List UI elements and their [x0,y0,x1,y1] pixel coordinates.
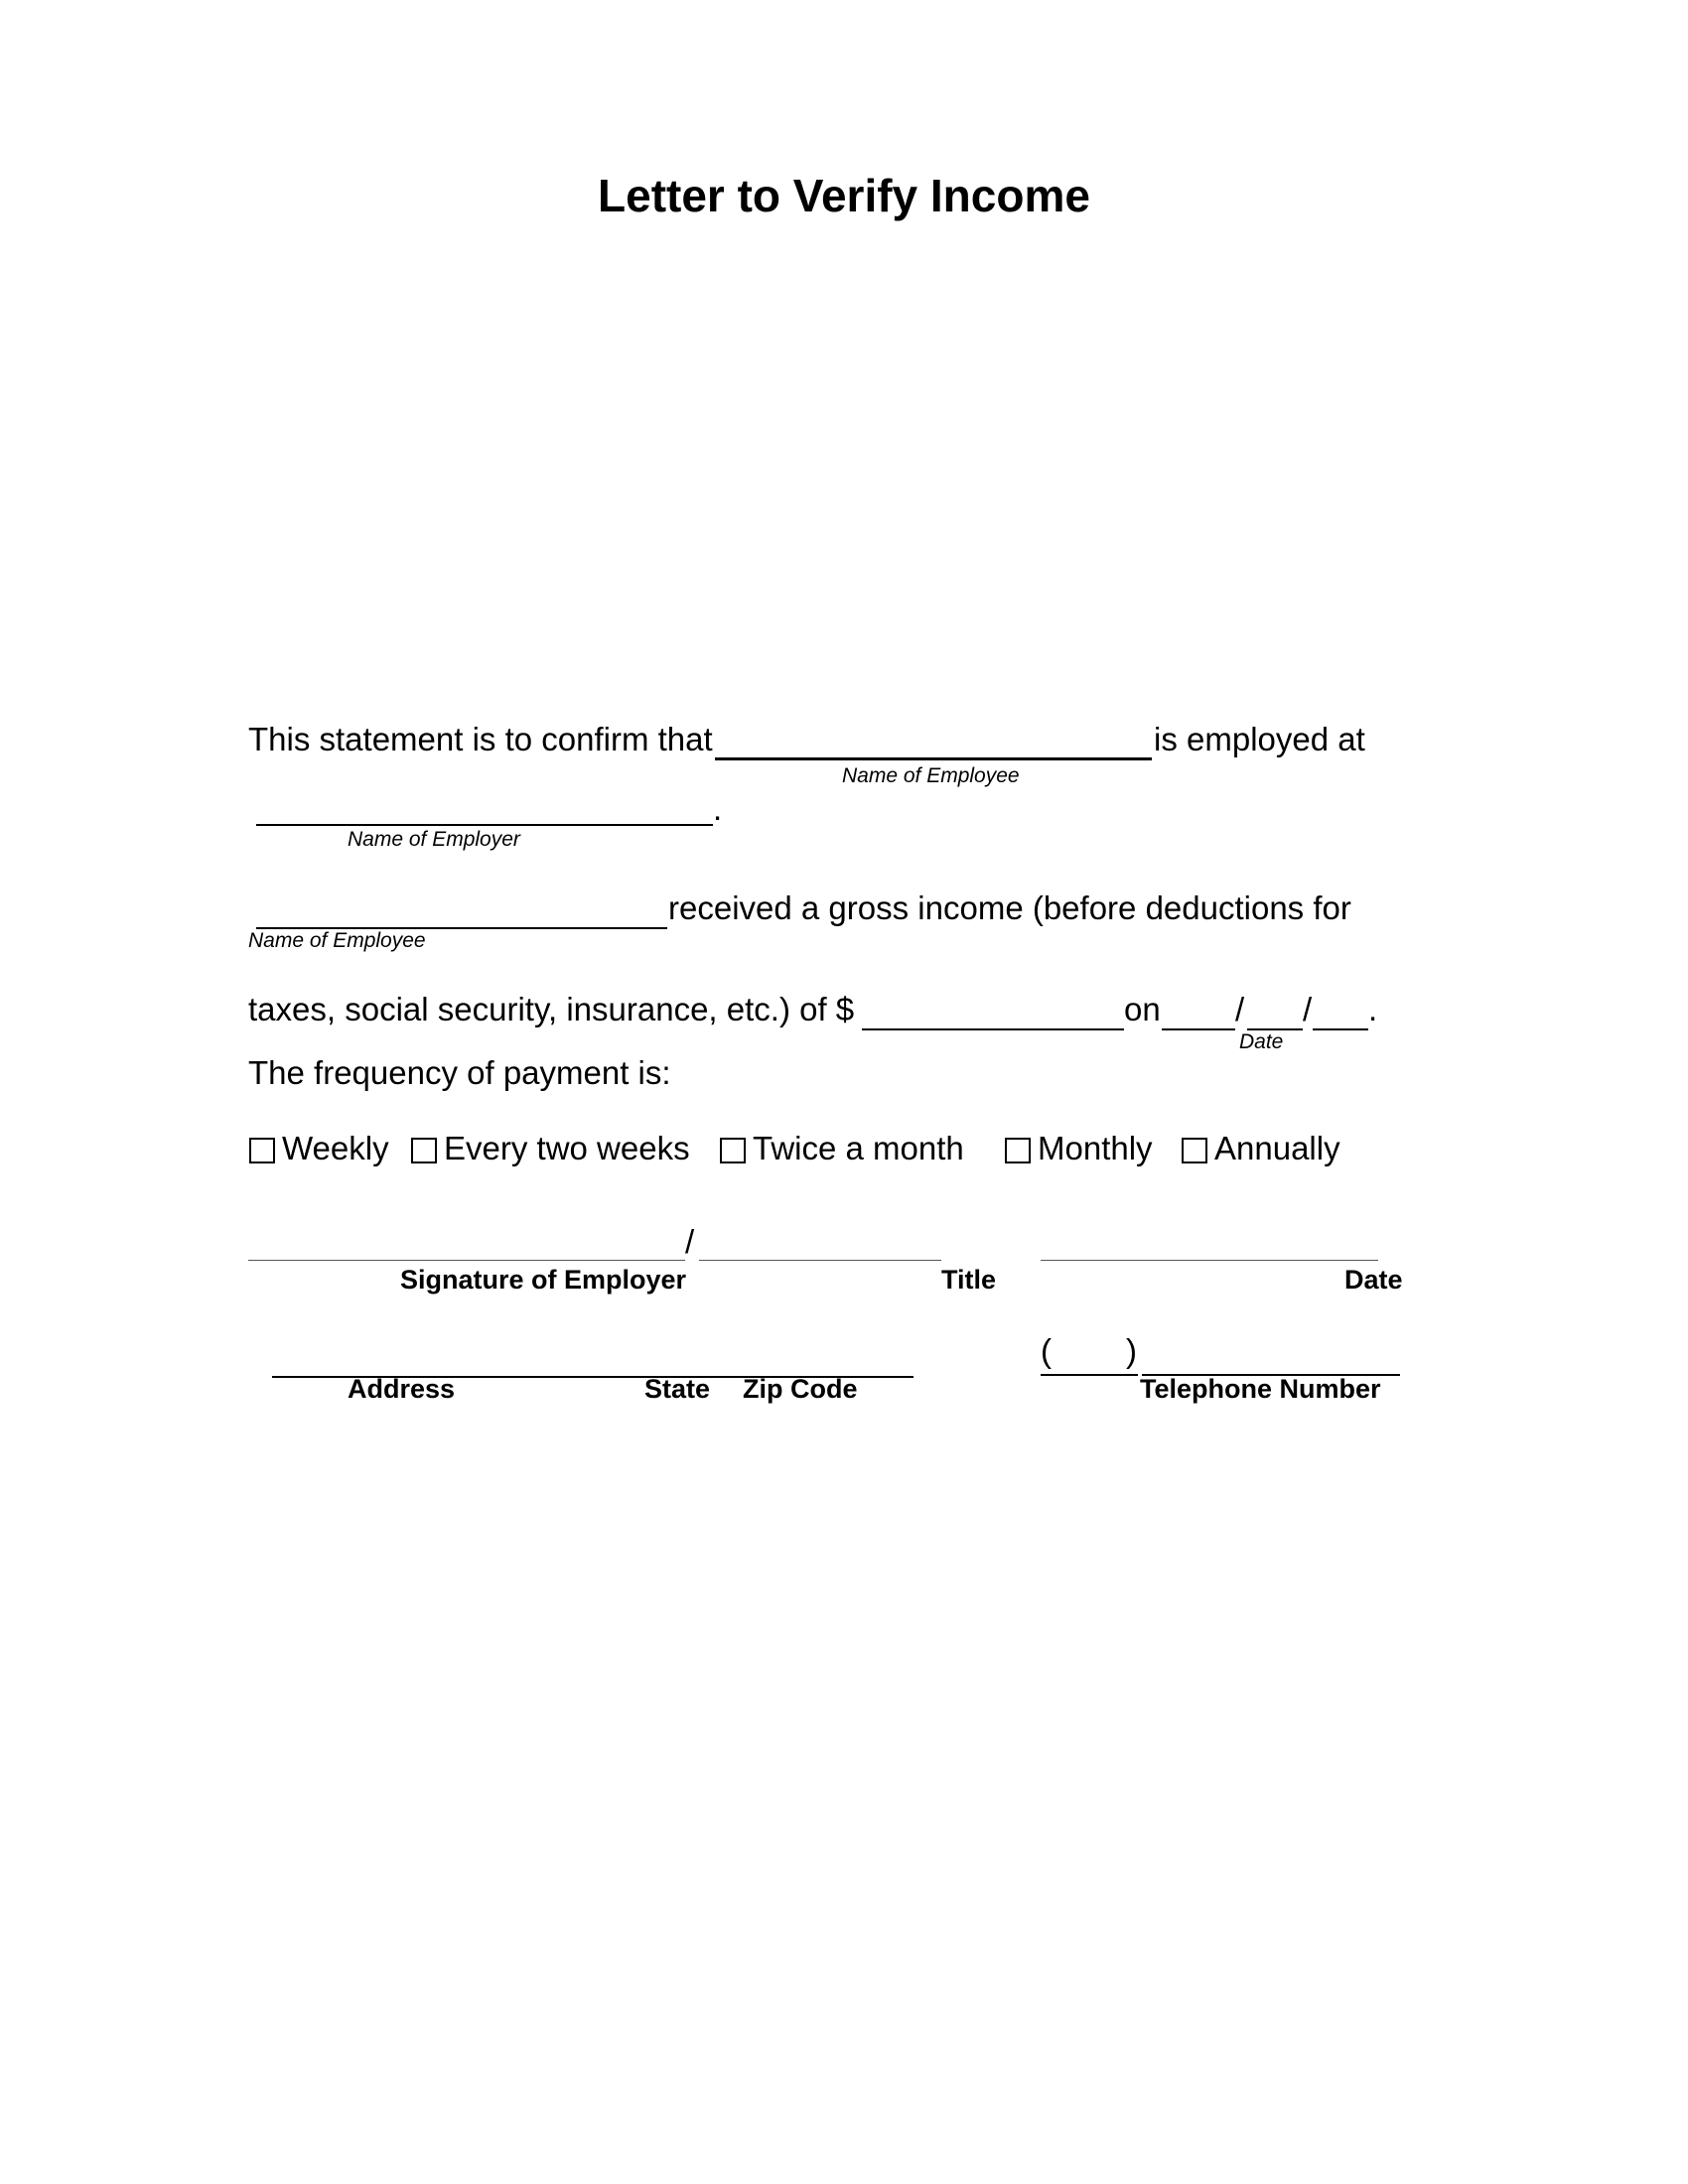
weekly-checkbox[interactable] [249,1138,275,1163]
zip-code-label: Zip Code [743,1374,858,1404]
employer-period: . [713,790,723,827]
gross-income-amount-field[interactable] [862,991,1124,1030]
signature-date-field[interactable] [1041,1223,1378,1261]
twice-a-month-label: Twice a month [753,1130,964,1166]
frequency-prompt: The frequency of payment is: [248,1054,671,1091]
signature-label: Signature of Employer [400,1265,687,1295]
monthly-label: Monthly [1038,1130,1153,1166]
phone-open-paren: ( [1041,1332,1052,1369]
date-caption: Date [1239,1030,1284,1053]
telephone-label: Telephone Number [1140,1374,1381,1404]
date-label: Date [1344,1265,1403,1295]
phone-close-paren: ) [1126,1332,1137,1369]
state-label: State [644,1374,711,1404]
date-month-field[interactable] [1162,991,1235,1030]
date-slash-2: / [1303,991,1313,1027]
twice-a-month-checkbox[interactable] [720,1138,746,1163]
weekly-label: Weekly [282,1130,389,1166]
employed-at-text: is employed at [1154,721,1365,757]
employee-name-caption: Name of Employee [842,764,1020,787]
page-title: Letter to Verify Income [598,170,1090,221]
address-field[interactable] [272,1338,914,1378]
date-period: . [1368,991,1378,1027]
monthly-checkbox[interactable] [1005,1138,1031,1163]
address-label: Address [348,1374,456,1404]
area-code-field[interactable] [1041,1336,1138,1376]
date-day-field[interactable] [1247,991,1303,1030]
telephone-number-field[interactable] [1142,1336,1400,1376]
taxes-text: taxes, social security, insurance, etc.) of $ [248,991,855,1027]
confirm-lead-text: This statement is to confirm that [248,721,713,757]
employer-title-field[interactable] [699,1223,941,1261]
every-two-weeks-checkbox[interactable] [411,1138,437,1163]
annually-label: Annually [1214,1130,1340,1166]
every-two-weeks-label: Every two weeks [444,1130,690,1166]
gross-income-text: received a gross income (before deductions for [668,889,1351,926]
employer-signature-field[interactable] [248,1223,685,1261]
employer-name-caption: Name of Employer [348,828,520,851]
on-text: on [1124,991,1161,1027]
annually-checkbox[interactable] [1182,1138,1207,1163]
employee-name-caption-2: Name of Employee [248,929,426,952]
employer-name-field[interactable] [256,786,713,826]
date-slash-1: / [1235,991,1245,1027]
employee-name-field[interactable] [715,721,1152,760]
signature-slash: / [685,1223,695,1260]
title-label: Title [941,1265,997,1295]
employee-name-field-2[interactable] [256,889,667,929]
date-year-field[interactable] [1313,991,1368,1030]
